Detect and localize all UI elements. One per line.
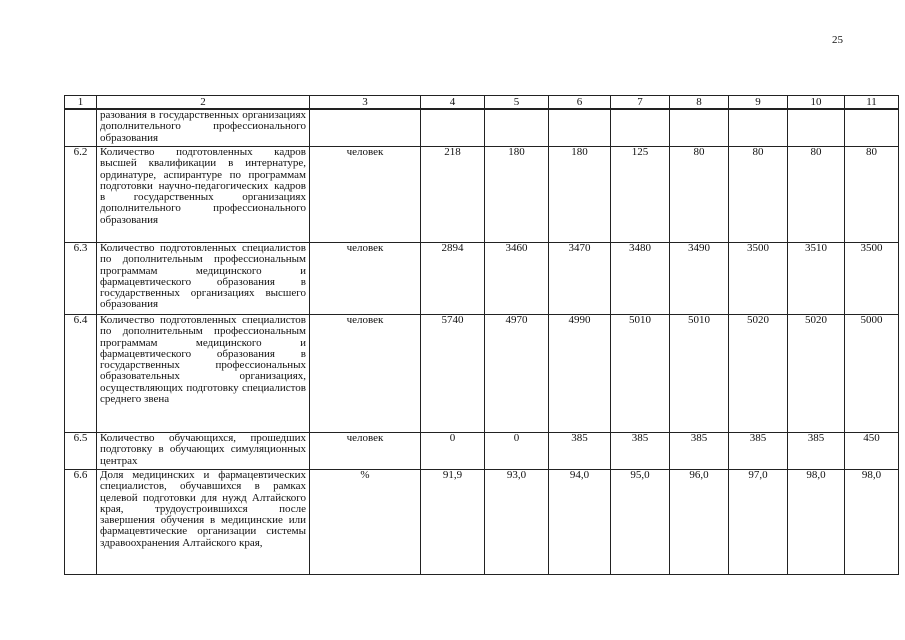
table-row — [65, 147, 899, 243]
row-value: 91,9 — [421, 470, 485, 575]
row-value: 80 — [845, 147, 899, 243]
row-value: 4990 — [549, 315, 611, 433]
table-row — [65, 109, 899, 147]
table-row — [65, 315, 899, 433]
header-cell: 9 — [729, 96, 788, 110]
row-value: 2894 — [421, 243, 485, 315]
row-value — [729, 109, 788, 147]
row-value: 385 — [549, 433, 611, 470]
row-number: 6.6 — [65, 470, 97, 575]
row-value — [421, 109, 485, 147]
row-value: 5020 — [729, 315, 788, 433]
row-number: 6.4 — [65, 315, 97, 433]
row-value: 125 — [611, 147, 670, 243]
page-number: 25 — [832, 34, 843, 46]
header-cell: 7 — [611, 96, 670, 110]
row-value: 93,0 — [485, 470, 549, 575]
row-value: 94,0 — [549, 470, 611, 575]
row-unit: человек — [310, 433, 421, 470]
row-value: 5740 — [421, 315, 485, 433]
row-description: разования в государственных организациях дополнительного профессионального образования — [97, 109, 310, 147]
row-number: 6.3 — [65, 243, 97, 315]
row-value: 0 — [421, 433, 485, 470]
row-value: 3460 — [485, 243, 549, 315]
row-value — [611, 109, 670, 147]
row-value: 80 — [670, 147, 729, 243]
row-value: 3510 — [788, 243, 845, 315]
row-description: Количество обучающихся, прошедших подготовку в обучающих симуляционных центрах — [97, 433, 310, 470]
row-value: 5010 — [611, 315, 670, 433]
row-value: 5020 — [788, 315, 845, 433]
row-value — [670, 109, 729, 147]
row-value: 3500 — [845, 243, 899, 315]
row-description: Доля медицинских и фармацевтических специалистов, обучавшихся в рамках целевой подготовки для нужд Алтайского края, трудоустроившихся после завершения обучения в медицинские или фармацевтические организации системы здравоохранения Алтайского края, — [97, 470, 310, 575]
table-row — [65, 243, 899, 315]
row-value: 3490 — [670, 243, 729, 315]
row-value: 218 — [421, 147, 485, 243]
row-unit: человек — [310, 315, 421, 433]
row-value: 3470 — [549, 243, 611, 315]
header-cell: 2 — [97, 96, 310, 110]
row-value: 385 — [670, 433, 729, 470]
row-value: 3480 — [611, 243, 670, 315]
header-cell: 10 — [788, 96, 845, 110]
row-value — [485, 109, 549, 147]
row-number — [65, 109, 97, 147]
row-value: 80 — [788, 147, 845, 243]
header-cell: 8 — [670, 96, 729, 110]
table-row — [65, 433, 899, 470]
row-value — [549, 109, 611, 147]
row-value: 5000 — [845, 315, 899, 433]
row-value: 385 — [788, 433, 845, 470]
row-value: 80 — [729, 147, 788, 243]
row-value: 98,0 — [788, 470, 845, 575]
header-cell: 6 — [549, 96, 611, 110]
row-value: 385 — [729, 433, 788, 470]
row-unit: человек — [310, 243, 421, 315]
row-value: 98,0 — [845, 470, 899, 575]
row-value — [845, 109, 899, 147]
row-value: 96,0 — [670, 470, 729, 575]
row-value: 180 — [485, 147, 549, 243]
row-value: 97,0 — [729, 470, 788, 575]
indicator-table — [64, 95, 899, 575]
row-value: 450 — [845, 433, 899, 470]
row-value: 3500 — [729, 243, 788, 315]
row-number: 6.5 — [65, 433, 97, 470]
header-cell: 11 — [845, 96, 899, 110]
row-unit — [310, 109, 421, 147]
table-header-row — [65, 96, 899, 110]
header-cell: 5 — [485, 96, 549, 110]
table-row — [65, 470, 899, 575]
row-description: Количество подготовленных специалистов по дополнительным профессиональным программам медицинского и фармацевтического образования в государственных профессиональных образовательных организациях, осуществляющих подготовку специалистов среднего звена — [97, 315, 310, 433]
row-description: Количество подготовленных кадров высшей квалификации в интернатуре, ординатуре, аспирантуре по программам подготовки научно-педагогических кадров в государственных организациях дополнительного профессионального образования — [97, 147, 310, 243]
row-value: 4970 — [485, 315, 549, 433]
header-cell: 1 — [65, 96, 97, 110]
row-value: 385 — [611, 433, 670, 470]
row-value: 0 — [485, 433, 549, 470]
header-cell: 4 — [421, 96, 485, 110]
row-value — [788, 109, 845, 147]
row-value: 180 — [549, 147, 611, 243]
row-description: Количество подготовленных специалистов по дополнительным профессиональным программам медицинского и фармацевтического образования в государственных организациях высшего образования — [97, 243, 310, 315]
row-unit: человек — [310, 147, 421, 243]
row-value: 95,0 — [611, 470, 670, 575]
row-unit: % — [310, 470, 421, 575]
row-value: 5010 — [670, 315, 729, 433]
row-number: 6.2 — [65, 147, 97, 243]
header-cell: 3 — [310, 96, 421, 110]
